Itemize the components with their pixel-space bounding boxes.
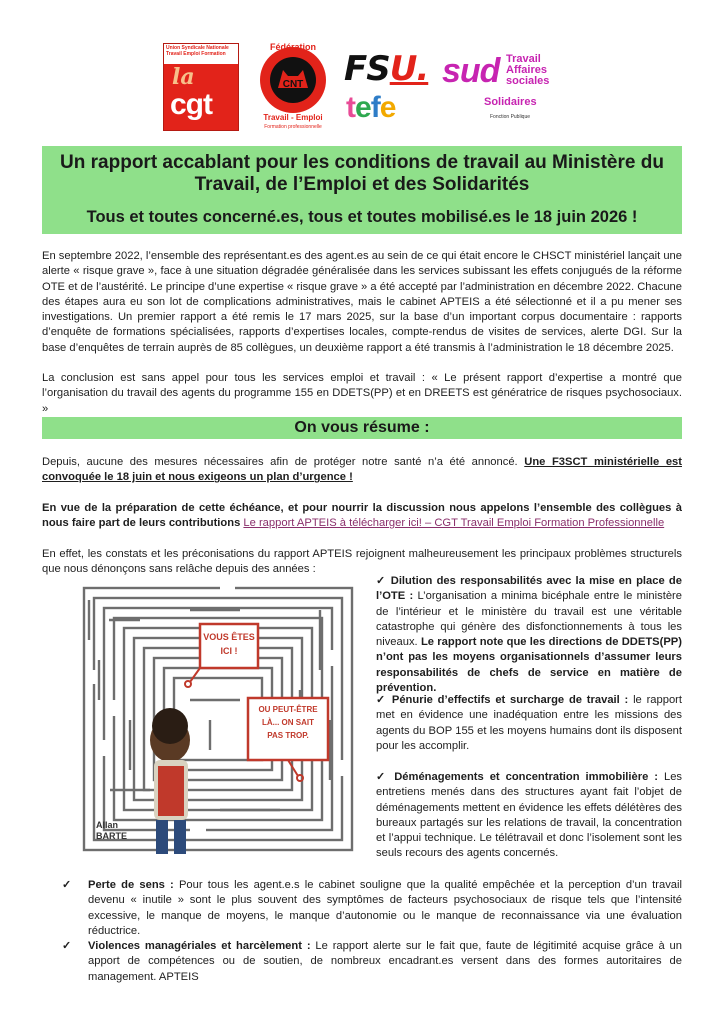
summary-paragraph-1: Depuis, aucune des mesures nécessaires afin de protéger notre santé n’a été annoncé. Une F3SCT ministérielle est convoquée le 18 juin et nous exigeons un plan d’urgence ! [42,456,682,484]
point-effectifs: ✓ Pénurie d’effectifs et surcharge de travail : le rapport met en évidence une inadéquation entre les missions des agents du BOP 155 et les moyens humains dont ils disposent pour les accomplir. [376,694,683,752]
sud-logo-word: sud [442,52,500,90]
point-violences: ✓ Violences managériales et harcèlement : Le rapport alerte sur le fait que, faute de légitimité acquise grâce à un apport de compétences ou de soutien, de nombreux encadrant.es versent dans des formes autoritaires de management. APTEIS [62,940,682,983]
sud-logo [442,48,572,128]
summary-paragraph-3: En effet, les constats et les préconisations du rapport APTEIS rejoignent malheureusement les principaux problèmes structurels que nous dénonçons sans relâche depuis des années : [42,548,682,576]
fsu-logo-u: U. [389,49,429,89]
point-perte-de-sens: ✓ Perte de sens : Pour tous les agent.e.s le cabinet souligne que la qualité empêchée et la perception d’un travail devenu « inutile » sont le plus souvent des symptômes de facteurs psychosociaux de risque tels que l’intensité excessive, le manque de moyens, le manque d’autonomie ou le manque de reconnaissance via une évaluation réductrice. [62,879,682,937]
summary-emphasis: Une F3SCT ministérielle est convoquée le 18 juin et nous exigeons un plan d’urgence ! [42,456,682,484]
page-title: Un rapport accablant pour les conditions de travail au Ministère du Travail, de l’Emploi et des Solidarités [60,152,664,195]
sud-logo-solidaires: Solidaires [484,96,537,108]
check-icon: ✓ [376,694,388,706]
bubble-you-are-here: VOUS ÊTES ICI ! [203,632,255,656]
check-icon: ✓ [376,575,387,587]
check-icon: ✓ [62,879,72,891]
check-icon: ✓ [62,940,72,952]
cartoon-signature: Allan BARTE [96,820,127,841]
section-heading: On vous résume : [42,417,682,439]
sud-logo-side: Travail Affaires sociales [506,53,550,87]
cgt-logo [163,43,239,131]
cgt-logo-main: cgt [170,88,212,121]
intro-paragraph-1: En septembre 2022, l’ensemble des représentant.es des agent.es au sein de ce qui était encore le CHSCT ministériel lançait une alerte « risque grave », face à une situation dégradée généralisée dans les services subissant les effets conjugués de la réforme OTE et de l’austérité. Le principe d’une expertise « risque grave » a été accepté par l’administration en décembre 2022. Chacune des étapes aura eu son lot de complications administratives, mais le cabinet APTEIS a été sélectionné et il a pu mener ses investigations. Un premier rapport a été remis le 17 mars 2025, sur la base d’un important corpus documentaire : rapports d’enquête de formations spécialisées, rapports d’expertises locales, compte-rendus de visites de services, alerte DGI. Sur la base d’enquêtes de terrain auprès de 85 collègues, un deuxième rapport a été transmis à l’administration le 18 décembre 2025. [42,250,682,354]
cnt-logo [250,40,336,130]
apteis-report-link[interactable]: Le rapport APTEIS à télécharger ici! – CGT Travail Emploi Formation Professionnelle [243,517,665,530]
cnt-logo-sub: Formation professionnelle [264,124,322,130]
sud-logo-fp: Fonction Publique [490,114,531,120]
intro-paragraph-2: La conclusion est sans appel pour tous les services emploi et travail : « Le présent rapport d’expertise a montré que l’organisation du travail des agents du programme 155 en DDETS(PP) et en DREETS est génératrice de risques psychosociaux. » [42,372,682,415]
maze-cartoon [70,580,366,862]
bubble-maybe-there: OU PEUT-ÊTRE LÀ... ON SAIT PAS TROP. [258,705,318,740]
tefe-logo-text: tefe [346,91,396,124]
page-subtitle: Tous et toutes concerné.es, tous et toutes mobilisé.es le 18 juin 2026 ! [86,208,638,226]
fsu-tefe-logo [340,45,436,131]
union-logos [160,40,580,132]
cgt-logo-la: la [172,64,195,90]
fsu-logo-fs: FS [344,49,390,89]
point-demenagements: ✓ Déménagements et concentration immobilière : Les entretiens menés dans des structures ayant fait l’objet de déménagements mettent en évidence les effets délétères des bureaux partagés sur les relations de travail, la concentration et l’appui technique. Le télétravail et donc l’isolement sont les seuls recours des agents concernés. [376,771,683,860]
cgt-logo-top-text: Union Syndicale Nationale Travail Emploi Formation [164,44,238,64]
cnt-logo-center: CNT [282,79,304,90]
summary-paragraph-2: En vue de la préparation de cette échéance, et pour nourrir la discussion nous appelons l’ensemble des collègues à nous faire part de leurs contributions Le rapport APTEIS à télécharger ici! – CGT Travail Emploi Formation Professionnelle [42,502,682,530]
check-icon: ✓ [376,771,389,783]
cnt-logo-ring-text: Fédération [269,42,317,52]
cnt-logo-bottom: Travail - Emploi [263,113,323,122]
point-dilution: ✓ Dilution des responsabilités avec la mise en place de l’OTE : L’organisation a minima bicéphale entre le ministère de l’intérieur et le ministère du travail est une véritable catastrophe qui génère des disfonctionnements à tous les niveaux. Le rapport note que les directions de DDETS(PP) n’ont pas les moyens organisationnels d’assumer leurs responsabilités de chefs de service en matière de prévention. [376,575,682,695]
title-banner [42,146,682,234]
